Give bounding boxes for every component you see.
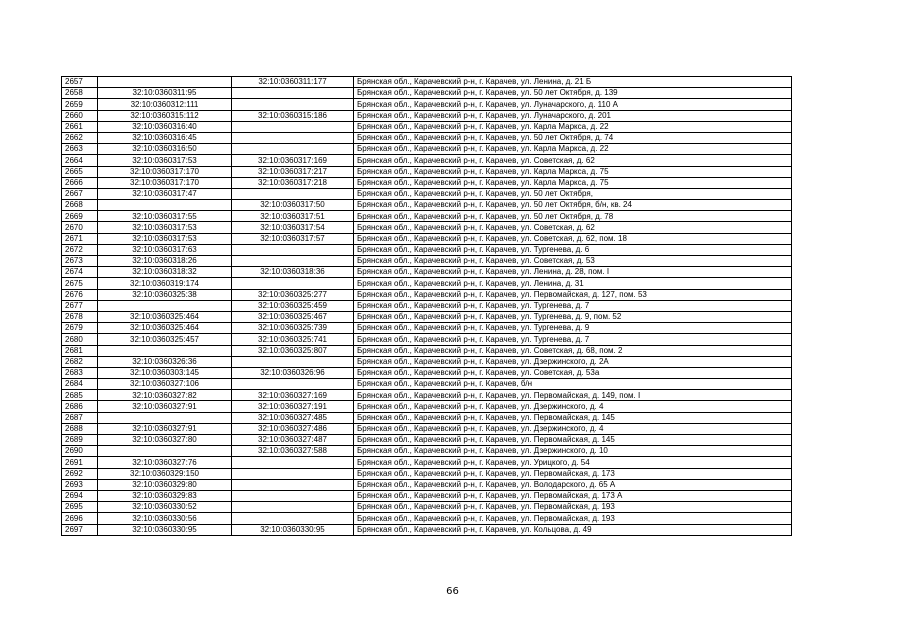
table-row — [62, 222, 792, 233]
address-cell: Брянская обл., Карачевский р-н, г. Карачев, ул. Луначарского, д. 110 А — [354, 99, 792, 110]
table-row — [62, 367, 792, 378]
address-cell: Брянская обл., Карачевский р-н, г. Карачев, ул. Карла Маркса, д. 22 — [354, 121, 792, 132]
cadastral-number-cell: 32:10:0360329:150 — [98, 468, 232, 479]
row-number-cell: 2660 — [62, 110, 98, 121]
cadastral-number-cell: 32:10:0360325:464 — [98, 311, 232, 322]
table-row — [62, 502, 792, 513]
address-cell: Брянская обл., Карачевский р-н, г. Карачев, ул. Володарского, д. 65 А — [354, 479, 792, 490]
cadastral-number-cell: 32:10:0360327:80 — [98, 435, 232, 446]
cadastral-number-cell: 32:10:0360327:76 — [98, 457, 232, 468]
address-cell: Брянская обл., Карачевский р-н, г. Карачев, ул. Первомайская, д. 149, пом. I — [354, 390, 792, 401]
parent-cadastral-number-cell: 32:10:0360327:485 — [232, 412, 354, 423]
address-cell: Брянская обл., Карачевский р-н, г. Карачев, ул. 50 лет Октября, д. 74 — [354, 132, 792, 143]
row-number-cell: 2697 — [62, 524, 98, 535]
row-number-cell: 2671 — [62, 233, 98, 244]
cadastral-number-cell: 32:10:0360317:55 — [98, 211, 232, 222]
cadastral-number-cell: 32:10:0360330:95 — [98, 524, 232, 535]
address-cell: Брянская обл., Карачевский р-н, г. Карачев, ул. Первомайская, д. 145 — [354, 435, 792, 446]
parent-cadastral-number-cell — [232, 457, 354, 468]
address-cell: Брянская обл., Карачевский р-н, г. Карачев, ул. Дзержинского, д. 4 — [354, 423, 792, 434]
cadastral-number-cell: 32:10:0360318:32 — [98, 267, 232, 278]
parent-cadastral-number-cell: 32:10:0360325:807 — [232, 345, 354, 356]
table-row — [62, 99, 792, 110]
address-cell: Брянская обл., Карачевский р-н, г. Карачев, ул. 50 лет Октября, б/н, кв. 24 — [354, 200, 792, 211]
cadastral-number-cell — [98, 300, 232, 311]
row-number-cell: 2682 — [62, 356, 98, 367]
table-row — [62, 188, 792, 199]
address-cell: Брянская обл., Карачевский р-н, г. Карачев, ул. Советская, д. 53а — [354, 367, 792, 378]
cadastral-number-cell: 32:10:0360316:45 — [98, 132, 232, 143]
row-number-cell: 2665 — [62, 166, 98, 177]
table-row — [62, 267, 792, 278]
table-row — [62, 379, 792, 390]
table-body — [62, 77, 792, 536]
parent-cadastral-number-cell: 32:10:0360330:95 — [232, 524, 354, 535]
row-number-cell: 2693 — [62, 479, 98, 490]
address-cell: Брянская обл., Карачевский р-н, г. Карачев, ул. Советская, д. 68, пом. 2 — [354, 345, 792, 356]
address-cell: Брянская обл., Карачевский р-н, г. Карачев, ул. Первомайская, д. 127, пом. 53 — [354, 289, 792, 300]
cadastral-number-cell — [98, 412, 232, 423]
table-row — [62, 468, 792, 479]
parent-cadastral-number-cell: 32:10:0360326:96 — [232, 367, 354, 378]
row-number-cell: 2666 — [62, 177, 98, 188]
parent-cadastral-number-cell — [232, 244, 354, 255]
parent-cadastral-number-cell: 32:10:0360325:741 — [232, 334, 354, 345]
table-row — [62, 233, 792, 244]
row-number-cell: 2679 — [62, 323, 98, 334]
parent-cadastral-number-cell — [232, 490, 354, 501]
address-cell: Брянская обл., Карачевский р-н, г. Карачев, ул. Тургенева, д. 6 — [354, 244, 792, 255]
row-number-cell: 2691 — [62, 457, 98, 468]
cadastral-number-cell: 32:10:0360316:50 — [98, 144, 232, 155]
address-cell: Брянская обл., Карачевский р-н, г. Карачев, ул. 50 лет Октября, д. 78 — [354, 211, 792, 222]
parent-cadastral-number-cell — [232, 88, 354, 99]
row-number-cell: 2663 — [62, 144, 98, 155]
address-cell: Брянская обл., Карачевский р-н, г. Карачев, ул. Тургенева, д. 7 — [354, 334, 792, 345]
parent-cadastral-number-cell: 32:10:0360327:486 — [232, 423, 354, 434]
cadastral-number-cell: 32:10:0360316:40 — [98, 121, 232, 132]
table-row — [62, 311, 792, 322]
row-number-cell: 2658 — [62, 88, 98, 99]
cadastral-number-cell: 32:10:0360327:91 — [98, 423, 232, 434]
row-number-cell: 2694 — [62, 490, 98, 501]
table-row — [62, 457, 792, 468]
row-number-cell: 2672 — [62, 244, 98, 255]
table-row — [62, 121, 792, 132]
cadastral-number-cell: 32:10:0360329:80 — [98, 479, 232, 490]
parent-cadastral-number-cell: 32:10:0360327:191 — [232, 401, 354, 412]
address-cell: Брянская обл., Карачевский р-н, г. Карачев, ул. Кольцова, д. 49 — [354, 524, 792, 535]
row-number-cell: 2676 — [62, 289, 98, 300]
table-row — [62, 155, 792, 166]
parent-cadastral-number-cell: 32:10:0360311:177 — [232, 77, 354, 88]
row-number-cell: 2695 — [62, 502, 98, 513]
row-number-cell: 2685 — [62, 390, 98, 401]
parent-cadastral-number-cell: 32:10:0360318:36 — [232, 267, 354, 278]
cadastral-number-cell: 32:10:0360317:53 — [98, 222, 232, 233]
address-cell: Брянская обл., Карачевский р-н, г. Карачев, ул. Урицкого, д. 54 — [354, 457, 792, 468]
parent-cadastral-number-cell: 32:10:0360325:459 — [232, 300, 354, 311]
cadastral-number-cell: 32:10:0360326:36 — [98, 356, 232, 367]
parent-cadastral-number-cell — [232, 479, 354, 490]
table-row — [62, 110, 792, 121]
cadastral-number-cell: 32:10:0360327:106 — [98, 379, 232, 390]
row-number-cell: 2696 — [62, 513, 98, 524]
address-cell: Брянская обл., Карачевский р-н, г. Карачев, ул. Советская, д. 62 — [354, 155, 792, 166]
parent-cadastral-number-cell — [232, 502, 354, 513]
cadastral-number-cell: 32:10:0360317:47 — [98, 188, 232, 199]
parent-cadastral-number-cell — [232, 513, 354, 524]
cadastral-number-cell — [98, 200, 232, 211]
address-cell: Брянская обл., Карачевский р-н, г. Карачев, ул. Первомайская, д. 193 — [354, 502, 792, 513]
address-cell: Брянская обл., Карачевский р-н, г. Карачев, ул. Дзержинского, д. 2А — [354, 356, 792, 367]
cadastral-number-cell: 32:10:0360329:83 — [98, 490, 232, 501]
row-number-cell: 2677 — [62, 300, 98, 311]
cadastral-number-cell: 32:10:0360327:82 — [98, 390, 232, 401]
row-number-cell: 2669 — [62, 211, 98, 222]
parent-cadastral-number-cell: 32:10:0360317:218 — [232, 177, 354, 188]
cadastral-number-cell — [98, 446, 232, 457]
table-row — [62, 401, 792, 412]
parent-cadastral-number-cell: 32:10:0360317:169 — [232, 155, 354, 166]
row-number-cell: 2664 — [62, 155, 98, 166]
cadastral-number-cell: 32:10:0360303:145 — [98, 367, 232, 378]
cadastral-number-cell — [98, 77, 232, 88]
table-row — [62, 334, 792, 345]
parent-cadastral-number-cell — [232, 256, 354, 267]
row-number-cell: 2661 — [62, 121, 98, 132]
table-row — [62, 289, 792, 300]
address-cell: Брянская обл., Карачевский р-н, г. Карачев, ул. Карла Маркса, д. 75 — [354, 166, 792, 177]
cadastral-number-cell: 32:10:0360317:170 — [98, 166, 232, 177]
address-cell: Брянская обл., Карачевский р-н, г. Карачев, ул. Первомайская, д. 173 — [354, 468, 792, 479]
address-cell: Брянская обл., Карачевский р-н, г. Карачев, ул. Советская, д. 62, пом. 18 — [354, 233, 792, 244]
table-row — [62, 423, 792, 434]
parent-cadastral-number-cell: 32:10:0360317:57 — [232, 233, 354, 244]
cadastral-number-cell: 32:10:0360325:38 — [98, 289, 232, 300]
parent-cadastral-number-cell: 32:10:0360327:588 — [232, 446, 354, 457]
parent-cadastral-number-cell: 32:10:0360327:169 — [232, 390, 354, 401]
row-number-cell: 2668 — [62, 200, 98, 211]
cadastral-number-cell: 32:10:0360325:464 — [98, 323, 232, 334]
cadastral-number-cell: 32:10:0360325:457 — [98, 334, 232, 345]
parent-cadastral-number-cell: 32:10:0360315:186 — [232, 110, 354, 121]
row-number-cell: 2678 — [62, 311, 98, 322]
parent-cadastral-number-cell — [232, 99, 354, 110]
address-cell: Брянская обл., Карачевский р-н, г. Карачев, ул. Тургенева, д. 9, пом. 52 — [354, 311, 792, 322]
address-cell: Брянская обл., Карачевский р-н, г. Карачев, ул. Дзержинского, д. 4 — [354, 401, 792, 412]
row-number-cell: 2688 — [62, 423, 98, 434]
table-row — [62, 88, 792, 99]
parent-cadastral-number-cell: 32:10:0360325:467 — [232, 311, 354, 322]
cadastral-number-cell: 32:10:0360317:170 — [98, 177, 232, 188]
table-row — [62, 244, 792, 255]
parent-cadastral-number-cell: 32:10:0360317:217 — [232, 166, 354, 177]
page-number: 66 — [446, 586, 459, 597]
row-number-cell: 2687 — [62, 412, 98, 423]
parent-cadastral-number-cell: 32:10:0360317:54 — [232, 222, 354, 233]
row-number-cell: 2681 — [62, 345, 98, 356]
table-row — [62, 256, 792, 267]
table-row — [62, 446, 792, 457]
parent-cadastral-number-cell: 32:10:0360317:50 — [232, 200, 354, 211]
table-row — [62, 132, 792, 143]
table-row — [62, 490, 792, 501]
parent-cadastral-number-cell — [232, 278, 354, 289]
address-cell: Брянская обл., Карачевский р-н, г. Карачев, ул. Карла Маркса, д. 75 — [354, 177, 792, 188]
row-number-cell: 2667 — [62, 188, 98, 199]
row-number-cell: 2683 — [62, 367, 98, 378]
cadastral-number-cell: 32:10:0360315:112 — [98, 110, 232, 121]
address-cell: Брянская обл., Карачевский р-н, г. Карачев, ул. Советская, д. 53 — [354, 256, 792, 267]
row-number-cell: 2686 — [62, 401, 98, 412]
parent-cadastral-number-cell — [232, 188, 354, 199]
address-cell: Брянская обл., Карачевский р-н, г. Карачев, ул. Ленина, д. 28, пом. I — [354, 267, 792, 278]
row-number-cell: 2689 — [62, 435, 98, 446]
parent-cadastral-number-cell: 32:10:0360325:739 — [232, 323, 354, 334]
row-number-cell: 2659 — [62, 99, 98, 110]
parent-cadastral-number-cell: 32:10:0360327:487 — [232, 435, 354, 446]
parent-cadastral-number-cell: 32:10:0360317:51 — [232, 211, 354, 222]
row-number-cell: 2692 — [62, 468, 98, 479]
address-cell: Брянская обл., Карачевский р-н, г. Карачев, ул. Советская, д. 62 — [354, 222, 792, 233]
parent-cadastral-number-cell — [232, 121, 354, 132]
table-row — [62, 345, 792, 356]
table-row — [62, 524, 792, 535]
table-row — [62, 323, 792, 334]
cadastral-number-cell — [98, 345, 232, 356]
cadastral-number-cell: 32:10:0360330:56 — [98, 513, 232, 524]
table-row — [62, 390, 792, 401]
row-number-cell: 2670 — [62, 222, 98, 233]
row-number-cell: 2674 — [62, 267, 98, 278]
address-cell: Брянская обл., Карачевский р-н, г. Карачев, ул. Ленина, д. 31 — [354, 278, 792, 289]
address-cell: Брянская обл., Карачевский р-н, г. Карачев, ул. Первомайская, д. 193 — [354, 513, 792, 524]
table-row — [62, 177, 792, 188]
table-row — [62, 200, 792, 211]
address-cell: Брянская обл., Карачевский р-н, г. Карачев, ул. Первомайская, д. 145 — [354, 412, 792, 423]
cadastral-number-cell: 32:10:0360311:95 — [98, 88, 232, 99]
address-cell: Брянская обл., Карачевский р-н, г. Карачев, б/н — [354, 379, 792, 390]
cadastral-number-cell: 32:10:0360317:53 — [98, 233, 232, 244]
table-row — [62, 479, 792, 490]
table-row — [62, 77, 792, 88]
row-number-cell: 2684 — [62, 379, 98, 390]
cadastral-number-cell: 32:10:0360312:111 — [98, 99, 232, 110]
table-row — [62, 435, 792, 446]
table-row — [62, 300, 792, 311]
cadastral-number-cell: 32:10:0360330:52 — [98, 502, 232, 513]
address-cell: Брянская обл., Карачевский р-н, г. Карачев, ул. 50 лет Октября, — [354, 188, 792, 199]
cadastral-number-cell: 32:10:0360317:53 — [98, 155, 232, 166]
address-cell: Брянская обл., Карачевский р-н, г. Карачев, ул. Тургенева, д. 7 — [354, 300, 792, 311]
parent-cadastral-number-cell — [232, 468, 354, 479]
table-row — [62, 356, 792, 367]
address-cell: Брянская обл., Карачевский р-н, г. Карачев, ул. Дзержинского, д. 10 — [354, 446, 792, 457]
parent-cadastral-number-cell — [232, 132, 354, 143]
parent-cadastral-number-cell: 32:10:0360325:277 — [232, 289, 354, 300]
data-table — [61, 76, 792, 536]
table-row — [62, 513, 792, 524]
address-cell: Брянская обл., Карачевский р-н, г. Карачев, ул. Ленина, д. 21 Б — [354, 77, 792, 88]
table-row — [62, 166, 792, 177]
address-cell: Брянская обл., Карачевский р-н, г. Карачев, ул. Первомайская, д. 173 А — [354, 490, 792, 501]
row-number-cell: 2675 — [62, 278, 98, 289]
table-row — [62, 412, 792, 423]
parent-cadastral-number-cell — [232, 144, 354, 155]
address-cell: Брянская обл., Карачевский р-н, г. Карачев, ул. Тургенева, д. 9 — [354, 323, 792, 334]
cadastral-number-cell: 32:10:0360317:63 — [98, 244, 232, 255]
parent-cadastral-number-cell — [232, 356, 354, 367]
cadastral-number-cell: 32:10:0360327:91 — [98, 401, 232, 412]
address-cell: Брянская обл., Карачевский р-н, г. Карачев, ул. Карла Маркса, д. 22 — [354, 144, 792, 155]
cadastral-number-cell: 32:10:0360318:26 — [98, 256, 232, 267]
row-number-cell: 2673 — [62, 256, 98, 267]
row-number-cell: 2690 — [62, 446, 98, 457]
address-cell: Брянская обл., Карачевский р-н, г. Карачев, ул. 50 лет Октября, д. 139 — [354, 88, 792, 99]
row-number-cell: 2662 — [62, 132, 98, 143]
table-row — [62, 144, 792, 155]
address-cell: Брянская обл., Карачевский р-н, г. Карачев, ул. Луначарского, д. 201 — [354, 110, 792, 121]
parent-cadastral-number-cell — [232, 379, 354, 390]
table-row — [62, 278, 792, 289]
row-number-cell: 2657 — [62, 77, 98, 88]
cadastral-number-cell: 32:10:0360319:174 — [98, 278, 232, 289]
table-row — [62, 211, 792, 222]
row-number-cell: 2680 — [62, 334, 98, 345]
